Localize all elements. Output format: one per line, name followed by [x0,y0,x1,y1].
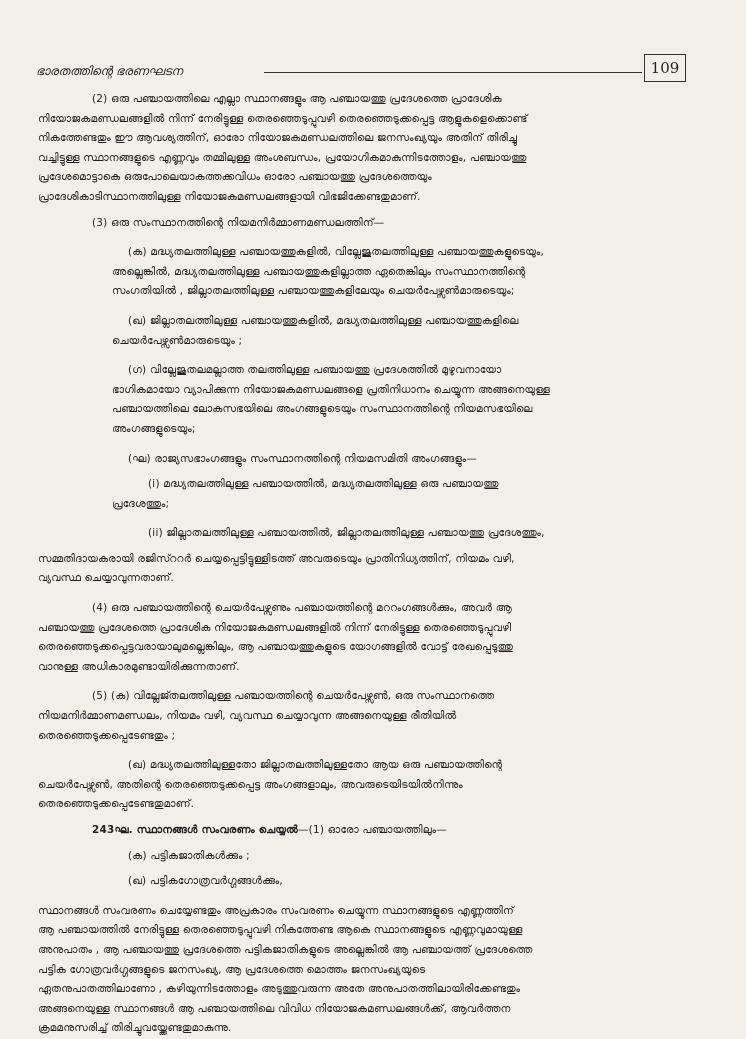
text-line: പ്രദേശത്തും; [112,497,170,510]
text-line: (5) (ക) വില്ലേജ്തലത്തിലുള്ള പഞ്ചായത്തിന്റെ ചെയർപേഴ്സൺ, ഒരു സംസ്ഥാനത്തെ [92,690,495,703]
text-line: അംഗങ്ങളുടെയും; [112,422,196,435]
text-line: നിയമനിർമ്മാണമണ്ഡലം, നിയമം വഴി, വ്യവസ്ഥ ചെയ്യാവുന്ന അങ്ങനെയുള്ള രീതിയിൽ [38,710,457,723]
clause-3-close [38,550,656,589]
text-line: പഞ്ചായത്തിലെ ലോകസഭയിലെ അംഗങ്ങളുടെയും സംസ്ഥാനത്തിന്റെ നിയമസഭയിലെ [112,403,533,416]
text-line: അല്ലെങ്കിൽ, മദ്ധ്യതലത്തിലുള്ള പഞ്ചായത്തുകളില്ലാത്ത ഏതെങ്കിലും സംസ്ഥാനത്തിന്റെ [112,265,526,278]
clause-3-gha-ii [38,524,656,544]
text-line: പട്ടിക ഗോത്രവർഗ്ഗങ്ങളുടെ ജനസംഖ്യ, ആ പ്രദേശത്തെ മൊത്തം ജനസംഖ്യയുടെ [38,963,426,976]
text-line: (ii) ജില്ലാതലത്തിലുള്ള പഞ്ചായത്തിൽ, ജില്ലാതലത്തിലുള്ള പഞ്ചായത്തു പ്രദേശത്തും, [148,527,545,540]
text-line: നികത്തേണ്ടതും ഈ ആവശ്യത്തിന്, ഓരോ നിയോജകമണ്ഡലത്തിലെ ജനസംഖ്യയും അതിന് തിരിച്ചു [38,132,518,145]
text-line: ചെയർപേഴ്സൺ, അതിന്റെ തെരഞ്ഞെടുക്കപ്പെട്ട അംഗങ്ങളാലും, അവരുടെയിടയിൽനിന്നും [38,778,463,791]
text-line: സമ്മതിദായകരായി രജിസ്ററർ ചെയ്യപ്പെട്ടിട്ടുള്ളിടത്ത് അവരുടെയും പ്രാതിനിധ്യത്തിന്, നിയമം വഴി, [38,552,515,565]
section-heading: 243ഘ. സ്ഥാനങ്ങൾ സംവരണം ചെയ്യൽ [92,824,299,836]
text-line: പ്രാദേശികാടിസ്ഥാനത്തിലുള്ള നിയോജകമണ്ഡലങ്ങളായി വിഭജിക്കേണ്ടതുമാണ്. [38,190,421,203]
text-line: (i) മദ്ധ്യതലത്തിലുള്ള പഞ്ചായത്തിൽ, മദ്ധ്യതലത്തിലുള്ള ഒരു പഞ്ചായത്തു [148,478,499,491]
text-line: (ഗ) വില്ലേജുതലമല്ലാത്ത തലത്തിലുള്ള പഞ്ചായത്തു പ്രദേശത്തിൽ മുഴുവനായോ [128,364,502,377]
text-line: ക്രമമനുസരിച്ച് തിരിച്ചുവയ്ക്കേണ്ടതുമാകുന്നു. [38,1022,232,1035]
text-line: (ഘ) രാജ്യസഭാംഗങ്ങളും സംസ്ഥാനത്തിന്റെ നിയമസമിതി അംഗങ്ങളും— [128,452,478,465]
clause-4 [38,599,656,677]
clause-3-ka [38,243,656,302]
header-rule [264,72,642,73]
text-line: (3) ഒരു സംസ്ഥാനത്തിന്റെ നിയമനിർമ്മാണമണ്ഡലത്തിന്— [92,216,385,229]
clause-3-gha-i [38,475,656,514]
clause-3-ga [38,361,656,439]
text-line: വച്ചിട്ടുള്ള സ്ഥാനങ്ങളുടെ എണ്ണവും തമ്മിലുള്ള അംശബന്ധം, പ്രയോഗികമാകുന്നിടത്തോളം, പഞ്ചായത്തു [38,151,527,164]
clause-5-ka [38,687,656,746]
section-243d [38,821,656,841]
text-line: തെരഞ്ഞെടുക്കപ്പെടേണ്ടതുമാണ്. [38,798,195,811]
clause-5-kha [38,756,656,815]
text-line: ആ പഞ്ചായത്തിൽ നേരിട്ടുള്ള തെരഞ്ഞെടുപ്പുവഴി നികത്തേണ്ട ആകെ സ്ഥാനങ്ങളുടെ എണ്ണവുമായുള്ള [38,924,523,937]
text-line: തെരഞ്ഞെടുക്കപ്പെടേണ്ടതും ; [38,729,176,742]
body-text [38,90,656,1039]
text-line: പ്രദേശമൊട്ടാകെ ഒരുപോലെയാകത്തക്കവിധം ഓരോ പഞ്ചായത്തു പ്രദേശത്തെയും [38,171,432,184]
text-line: ചെയർപേഴ്സൺമാരുടെയും ; [112,334,243,347]
section-243d-ka [38,847,656,867]
clause-3-intro [38,214,656,234]
page-number: 109 [644,54,686,82]
running-header [36,54,680,84]
text-line: (ഖ) പട്ടികഗോത്രവർഗ്ഗങ്ങൾക്കും, [128,875,283,888]
book-title: ഭാരതത്തിന്റെ ഭരണഘടന [36,64,183,78]
text-line: വാനുള്ള അധികാരമുണ്ടായിരിക്കുന്നതാണ്. [38,660,240,673]
text-line: (ക) പട്ടികജാതികൾക്കും ; [128,849,250,862]
section-heading-rest: —(1) ഓരോ പഞ്ചായത്തിലും— [298,824,447,836]
text-line: നിയോജകമണ്ഡലങ്ങളിൽ നിന്ന് നേരിട്ടുള്ള തെരഞ്ഞെടുപ്പുവഴി തെരഞ്ഞെടുക്കപ്പെട്ട ആളുകളെക്കൊണ്ട് [38,112,528,125]
text-line: അനുപാതം , ആ പഞ്ചായത്തു പ്രദേശത്തെ പട്ടികജാതികളുടെ അല്ലെങ്കിൽ ആ പഞ്ചായത്ത് പ്രദേശത്തെ [38,943,533,956]
text-line: ഏതനുപാതത്തിലാണോ , കഴിയുന്നിടത്തോളം അടുത്തുവരുന്ന അതേ അനുപാതത്തിലായിരിക്കേണ്ടതും [38,983,521,996]
text-line: (4) ഒരു പഞ്ചായത്തിന്റെ ചെയർപേഴ്സണും പഞ്ചായത്തിന്റെ മററംഗങ്ങൾക്കും, അവർ ആ [92,602,512,615]
clause-2 [38,90,656,208]
clause-3-kha [38,312,656,351]
text-line: (2) ഒരു പഞ്ചായത്തിലെ എല്ലാ സ്ഥാനങ്ങളും ആ പഞ്ചായത്തു പ്രദേശത്തെ പ്രാദേശിക [92,93,502,105]
section-243d-close [38,902,656,1039]
text-line: സംഗതിയിൽ , ജില്ലാതലത്തിലുള്ള പഞ്ചായത്തുകളിലേയും ചെയർപേഴ്സൺമാരുടെയും; [112,285,515,298]
text-line: (ഖ) ജില്ലാതലത്തിലുള്ള പഞ്ചായത്തുകളിൽ, മദ്ധ്യതലത്തിലുള്ള പഞ്ചായത്തുകളിലെ [128,314,519,327]
text-line [38,821,656,841]
text-line: ഭാഗികമായോ വ്യാപിക്കുന്ന നിയോജകമണ്ഡലങ്ങളെ പ്രതിനിധാനം ചെയ്യുന്ന അങ്ങനെയുള്ള [112,383,550,396]
text-line: സ്ഥാനങ്ങൾ സംവരണം ചെയ്യേണ്ടതും അപ്രകാരം സംവരണം ചെയ്യുന്ന സ്ഥാനങ്ങളുടെ എണ്ണത്തിന് [38,904,514,917]
clause-3-gha [38,450,656,470]
text-line: തെരഞ്ഞെടുക്കപ്പെട്ടവരായാലുമല്ലെങ്കിലും, ആ പഞ്ചായത്തുകളുടെ യോഗങ്ങളിൽ വോട്ട് രേഖപ്പെടുത്തു [38,641,513,654]
text-line: (ക) മദ്ധ്യതലത്തിലുള്ള പഞ്ചായത്തുകളിൽ, വില്ലേജുതലത്തിലുള്ള പഞ്ചായത്തുകളുടെയും, [128,246,545,259]
section-243d-kha [38,872,656,892]
text-line: അങ്ങനെയുള്ള സ്ഥാനങ്ങൾ ആ പഞ്ചായത്തിലെ വിവിധ നിയോജകമണ്ഡലങ്ങൾക്ക്, ആവർത്തന [38,1002,511,1015]
text-line: പഞ്ചായത്തു പ്രദേശത്തെ പ്രാദേശിക നിയോജകമണ്ഡലങ്ങളിൽ നിന്ന് നേരിട്ടുള്ള തെരഞ്ഞെടുപ്പുവഴി [38,621,512,634]
text-line: വ്യവസ്ഥ ചെയ്യാവുന്നതാണ്. [38,572,174,585]
text-line: (ഖ) മദ്ധ്യതലത്തിലുള്ളതോ ജില്ലാതലത്തിലുള്ളതോ ആയ ഒരു പഞ്ചായത്തിന്റെ [128,759,503,772]
